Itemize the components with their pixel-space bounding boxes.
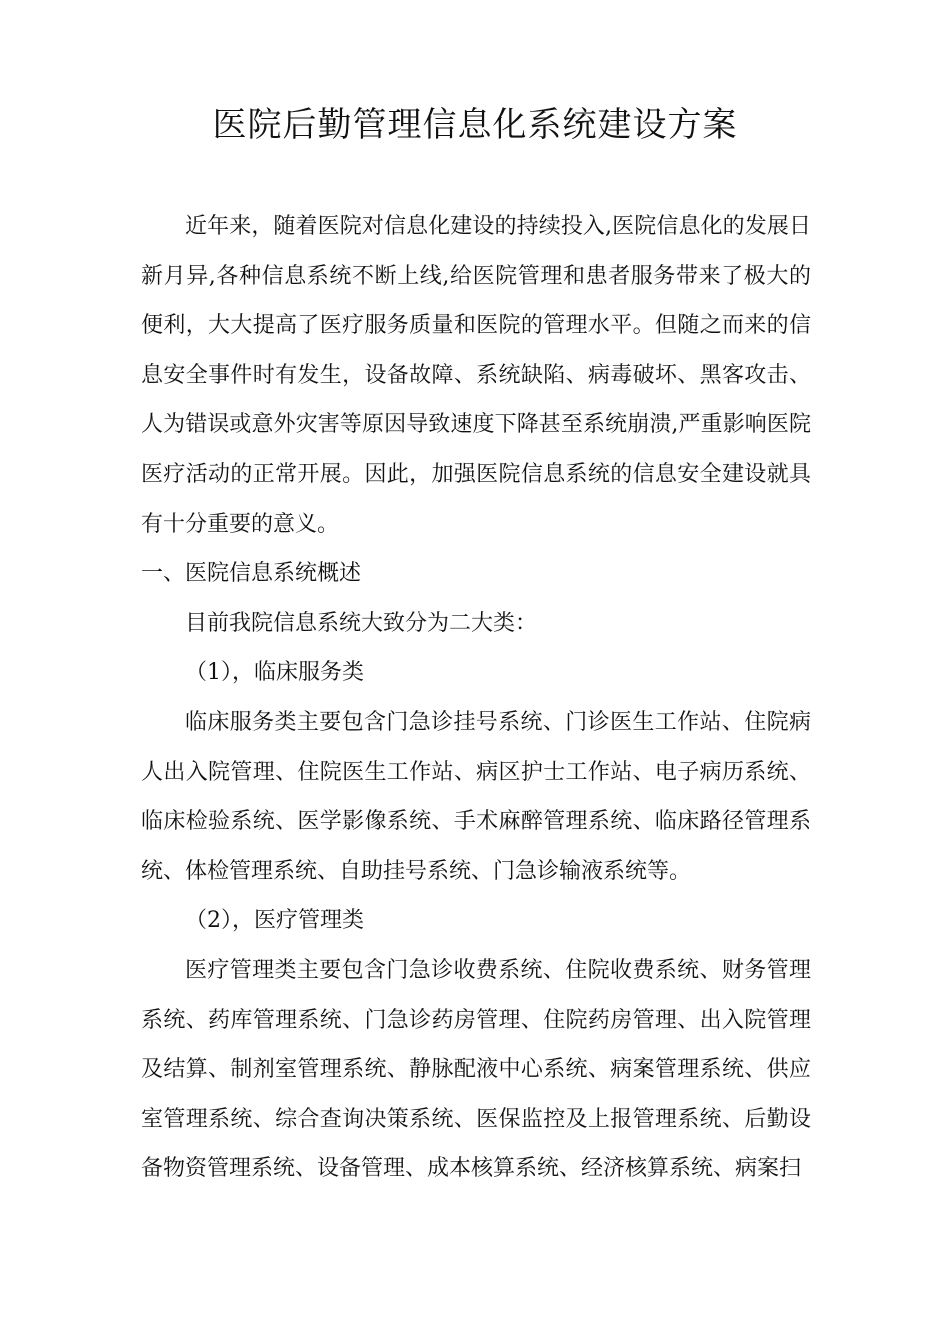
- overview-paragraph: 目前我院信息系统大致分为二大类：: [185, 610, 538, 636]
- subheading-medical-management: （2），医疗管理类: [185, 908, 364, 934]
- medical-management-paragraph: 医疗管理类主要包含门急诊收费系统、住院收费系统、财务管理系统、药库管理系统、门急诊药房管理、住院药房管理、出入院管理及结算、制剂室管理系统、静脉配液中心系统、病案管理系统、供应室管理系统、综合查询决策系统、医保监控及上报管理系统、后勤设备物资管理系统、设备管理、成本核算系统、经济核算系统、病案扫: [141, 957, 811, 1182]
- subheading-clinical-services: （1），临床服务类: [185, 660, 364, 686]
- intro-paragraph: 近年来，随着医院对信息化建设的持续投入,医院信息化的发展日新月异,各种信息系统不断上线,给医院管理和患者服务带来了极大的便利，大大提高了医疗服务质量和医院的管理水平。但随之而来的信息安全事件时有发生，设备故障、系统缺陷、病毒破坏、黑客攻击、人为错误或意外灾害等原因导致速度下降甚至系统崩溃,严重影响医院医疗活动的正常开展。因此，加强医院信息系统的信息安全建设就具有十分重要的意义。: [141, 214, 811, 537]
- document-body: [141, 202, 811, 1194]
- document-title: 医院后勤管理信息化系统建设方案: [212, 105, 738, 145]
- section-heading: 一、医院信息系统概述: [141, 561, 362, 587]
- clinical-services-paragraph: 临床服务类主要包含门急诊挂号系统、门诊医生工作站、住院病人出入院管理、住院医生工作站、病区护士工作站、电子病历系统、临床检验系统、医学影像系统、手术麻醉管理系统、临床路径管理系统、体检管理系统、自助挂号系统、门急诊输液系统等。: [141, 709, 811, 884]
